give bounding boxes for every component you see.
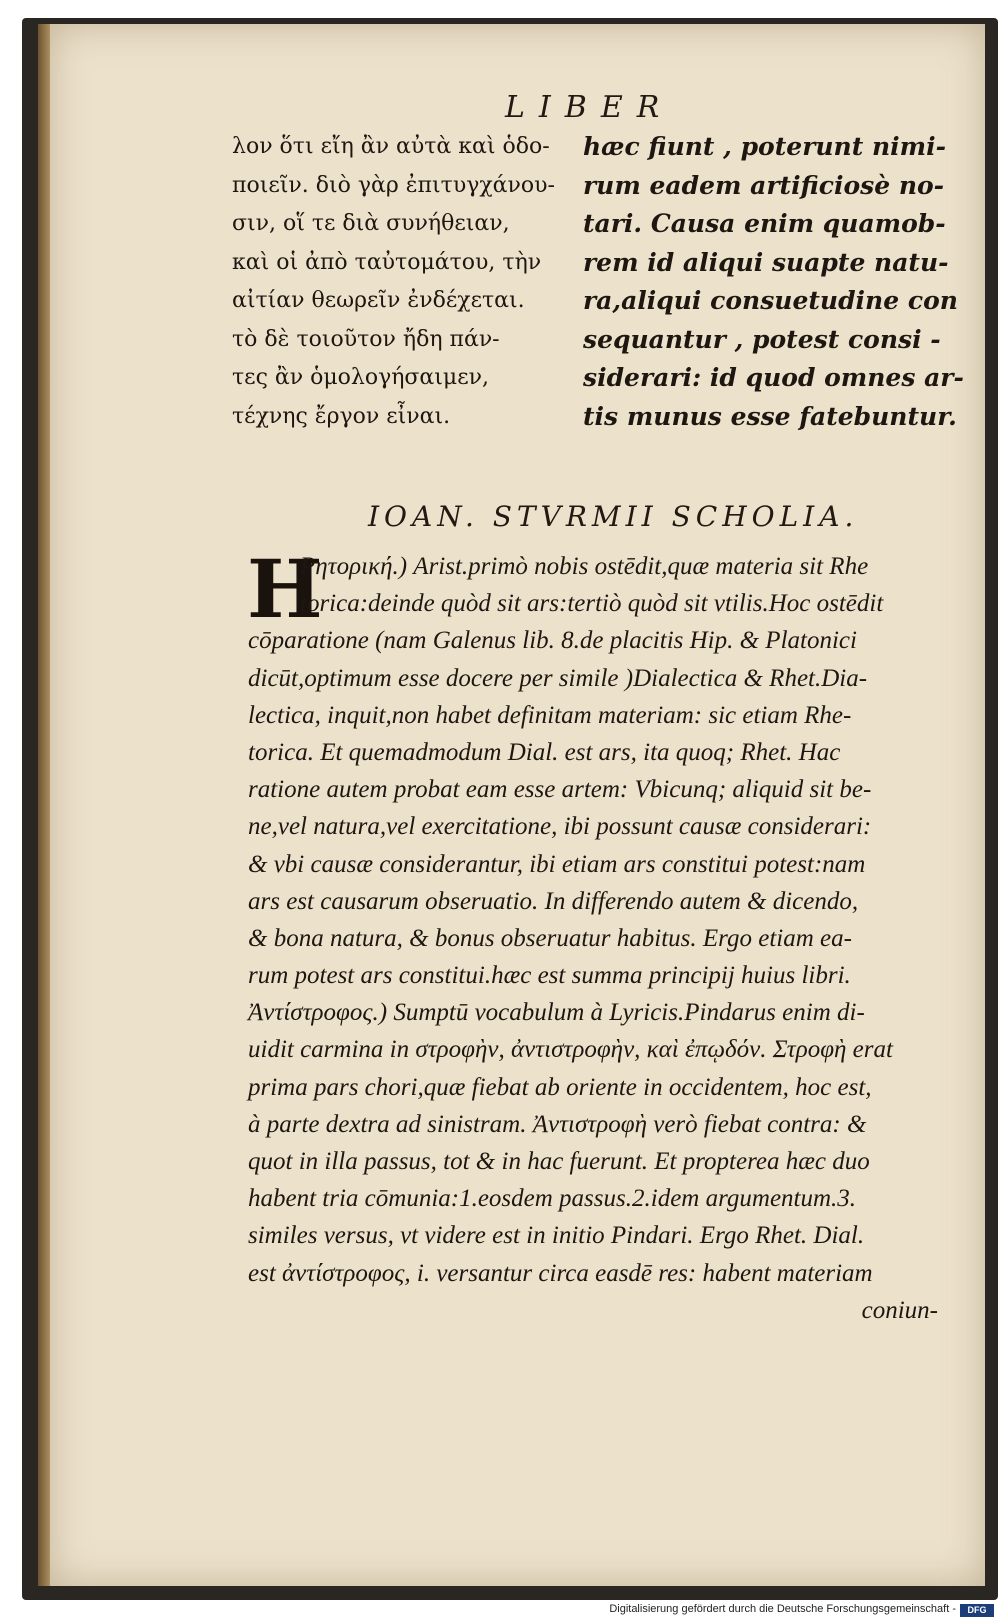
- greek-line: σιν, οἵ τε διὰ συνήθειαν,: [232, 211, 510, 236]
- scholia-title: IOAN. STVRMII SCHOLIA.: [368, 500, 859, 533]
- scholia-line: habent tria cōmunia:1.eosdem passus.2.idem argumentum.3.: [248, 1185, 857, 1213]
- scholia-line: & vbi causæ considerantur, ibi etiam ars constitui potest:nam: [248, 850, 866, 878]
- greek-line: τέχνης ἔργον εἶναι.: [232, 403, 451, 429]
- scholia-line: uidit carmina in στροφὴν, ἀντιστροφὴν, καὶ ἐπῳδόν. Στροφὴ erat: [248, 1036, 893, 1064]
- scholia-line: rum potest ars constitui.hæc est summa principij huius libri.: [248, 962, 851, 990]
- scholia-line: ratione autem probat eam esse artem: Vbicunq; aliquid sit be-: [248, 776, 872, 804]
- scholia-line: Ρητορική.) Arist.primò nobis ostēdit,quæ materia sit Rhe: [300, 553, 869, 580]
- latin-line: rem id aliqui suapte natu-: [583, 247, 949, 277]
- latin-line: siderari: id quod omnes ar-: [583, 363, 964, 392]
- dfg-logo-icon[interactable]: DFG: [960, 1604, 994, 1617]
- scholia-line: à parte dextra ad sinistram. Ἀντιστροφὴ verò fiebat contra: &: [248, 1110, 867, 1138]
- latin-line: ra,aliqui consuetudine con: [583, 286, 958, 315]
- dropcap-initial: H: [247, 542, 323, 636]
- catchword: coniun-: [861, 1296, 938, 1324]
- scholia-body: [247, 542, 938, 1329]
- scholia-line: dicūt,optimum esse docere per simile )Dialectica & Rhet.Dia-: [248, 664, 868, 692]
- scholia-line: similes versus, vt videre est in initio Pindari. Ergo Rhet. Dial.: [248, 1222, 865, 1250]
- latin-column: [583, 128, 964, 436]
- scholia-line: prima pars chori,quæ fiebat ab oriente in occidentem, hoc est,: [248, 1073, 872, 1101]
- greek-line: τες ἂν ὁμολογήσαιμεν,: [232, 365, 489, 390]
- latin-line: sequantur , potest consi -: [583, 324, 941, 354]
- scholia-line: Ἀντίστροφος.) Sumptū vocabulum à Lyricis.Pindarus enim di-: [248, 999, 865, 1027]
- running-head: LIBER: [505, 90, 674, 125]
- scholia-line: ars est causarum obseruatio. In differendo autem & dicendo,: [248, 887, 859, 915]
- scholia-line: torica. Et quemadmodum Dial. est ars, ita quoq; Rhet. Hac: [248, 738, 841, 766]
- greek-line: τὸ δὲ τοιοῦτον ἤδη πάν-: [232, 326, 500, 352]
- latin-line: hæc fiunt , poterunt nimi-: [583, 132, 946, 161]
- latin-line: tis munus esse fatebuntur.: [583, 401, 957, 431]
- scholia-line: cōparatione (nam Galenus lib. 8.de placitis Hip. & Platonici: [248, 627, 857, 655]
- latin-line: tari. Causa enim quamob-: [583, 209, 946, 238]
- greek-line: ποιεῖν. διὸ γὰρ ἐπιτυγχάνου-: [232, 172, 555, 198]
- scholia-line: torica:deinde quòd sit ars:tertiò quòd sit vtilis.Hoc ostēdit: [300, 590, 884, 618]
- scholia-line: lectica, inquit,non habet definitam materiam: sic etiam Rhe-: [248, 701, 852, 729]
- scholia-line: quot in illa passus, tot & in hac fuerunt. Et propterea hæc duo: [248, 1148, 870, 1175]
- greek-column: [232, 128, 572, 436]
- latin-line: rum eadem artificiosè no-: [583, 170, 945, 200]
- scholia-line: est ἀντίστροφος, i. versantur circa easdē res: habent materiam: [248, 1259, 873, 1287]
- greek-line: καὶ οἱ ἀπὸ ταὐτομάτου, τὴν: [232, 249, 542, 275]
- greek-line: λον ὅτι εἴη ἂν αὐτὰ καὶ ὁδο-: [232, 134, 550, 159]
- scholia-line: & bona natura, & bonus obseruatur habitus. Ergo etiam ea-: [248, 924, 852, 952]
- greek-line: αἰτίαν θεωρεῖν ἐνδέχεται.: [232, 288, 525, 313]
- footer-credit: Digitalisierung gefördert durch die Deutsche Forschungsgemeinschaft -: [609, 1603, 956, 1615]
- scholia-line: ne,vel natura,vel exercitatione, ibi possunt causæ considerari:: [248, 813, 872, 841]
